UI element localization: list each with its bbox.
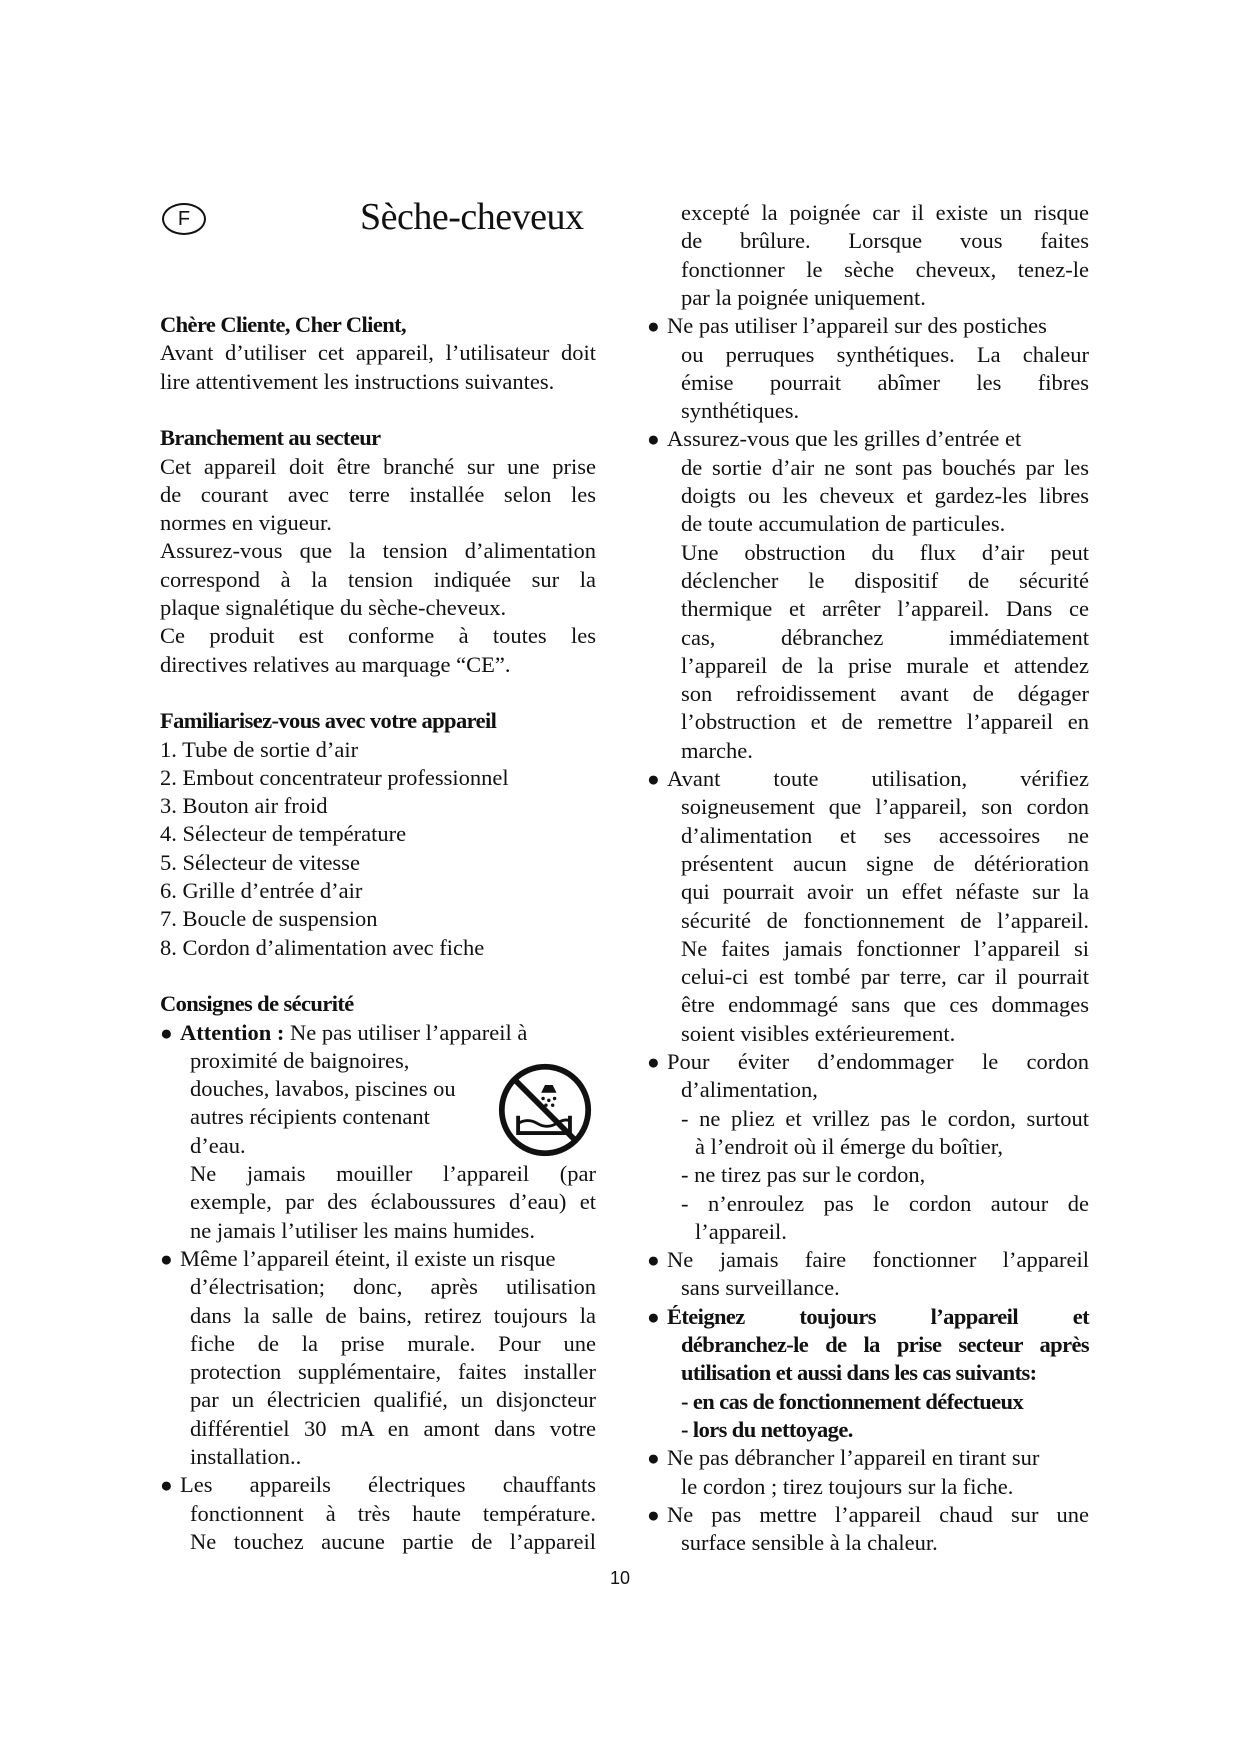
page-title: Sèche-cheveux (360, 196, 584, 238)
text-line (190, 1075, 480, 1103)
line-text: l’obstruction et de remettre l’appareil en (681, 709, 1089, 735)
text-line (681, 397, 1089, 425)
text-line (190, 1273, 596, 1301)
text-line (681, 341, 1089, 369)
text-line (681, 1416, 1089, 1444)
text-line (190, 1415, 596, 1443)
text-line (681, 1020, 1089, 1048)
line-text: présentent aucun signe de détérioration (681, 850, 1089, 876)
text-line (681, 624, 1089, 652)
line-text: - ne pliez et vrillez pas le cordon, surtout (681, 1105, 1089, 1131)
line-text: par la poignée uniquement. (681, 284, 926, 310)
text-line (160, 934, 596, 962)
text-line (190, 1528, 596, 1556)
text-line (681, 199, 1089, 227)
line-text: cas, débranchez immédiatement (681, 624, 1089, 650)
text-line (160, 481, 596, 509)
line-text: - ne tirez pas sur le cordon, (681, 1162, 926, 1188)
text-line (681, 256, 1089, 284)
line-text: 4. Sélecteur de température (160, 821, 407, 847)
text-line (160, 424, 596, 452)
line-text: directives relatives au marquage “CE”. (160, 651, 511, 677)
line-text: l’appareil. (695, 1218, 787, 1244)
bullet-icon: ● (647, 1248, 660, 1273)
text-line (681, 1473, 1089, 1501)
page-number: 10 (610, 1568, 631, 1588)
line-text: Branchement au secteur (160, 425, 381, 451)
text-line (681, 963, 1089, 991)
line-text: excepté la poignée car il existe un risque (681, 200, 1089, 225)
line-text: de courant avec terre installée selon les (160, 481, 596, 507)
line-text: ne jamais l’utiliser les mains humides. (190, 1217, 535, 1243)
text-line (160, 877, 596, 905)
text-line (160, 368, 596, 396)
text-line (681, 369, 1089, 397)
text-line (647, 1246, 1089, 1274)
text-line (160, 905, 596, 933)
text-line (681, 595, 1089, 623)
line-text: de toute accumulation de particules. (681, 511, 1006, 537)
line-text: protection supplémentaire, faites installer (190, 1359, 596, 1385)
line-text: surface sensible à la chaleur. (681, 1530, 938, 1556)
text-line (160, 764, 596, 792)
line-text: différentiel 30 mA en amont dans votre (190, 1415, 596, 1441)
text-line (647, 765, 1089, 793)
text-line (190, 1500, 596, 1528)
line-text: Ne pas mettre l’appareil chaud sur une (667, 1501, 1089, 1527)
line-text: d’alimentation et ses accessoires ne (681, 822, 1089, 848)
text-line (190, 1047, 480, 1075)
text-line (681, 850, 1089, 878)
text-line (681, 227, 1089, 255)
text-line (190, 1188, 596, 1216)
line-text: d’électrisation; donc, après utilisation (190, 1274, 596, 1300)
text-line (160, 707, 596, 735)
line-text: dans la salle de bains, retirez toujours la (190, 1302, 596, 1328)
line-text: thermique et arrêter l’appareil. Dans ce (681, 596, 1089, 622)
text-line (160, 311, 596, 339)
text-line (160, 792, 596, 820)
line-text: synthétiques. (681, 398, 800, 424)
text-line (681, 878, 1089, 906)
text-line (681, 482, 1089, 510)
text-line (190, 1443, 596, 1471)
line-text: Une obstruction du flux d’air peut (681, 539, 1089, 565)
line-text: de sortie d’air ne sont pas bouchés par les (681, 454, 1089, 480)
line-text: qui pourrait avoir un effet néfaste sur la (681, 879, 1089, 905)
text-line (681, 510, 1089, 538)
line-text: sans surveillance. (681, 1275, 840, 1301)
line-text: déclencher le dispositif de sécurité (681, 567, 1089, 593)
line-text: douches, lavabos, piscines ou (190, 1076, 456, 1102)
line-text: Familiarisez-vous avec votre appareil (160, 708, 497, 734)
text-line (160, 594, 596, 622)
text-line (681, 1331, 1089, 1359)
line-text: son refroidissement avant de dégager (681, 681, 1089, 707)
text-line (695, 1133, 1089, 1161)
text-line (681, 1274, 1089, 1302)
line-text: le cordon ; tirez toujours sur la fiche. (681, 1473, 1014, 1499)
line-text: 8. Cordon d’alimentation avec fiche (160, 934, 485, 960)
text-line (681, 539, 1089, 567)
text-line (160, 622, 596, 650)
text-line (190, 1330, 596, 1358)
bullet-icon: ● (647, 314, 660, 339)
line-text: - en cas de fonctionnement défectueux (681, 1388, 1024, 1414)
line-text: marche. (681, 737, 753, 763)
warning-label: Attention : (180, 1019, 285, 1045)
text-line (681, 991, 1089, 1019)
text-line (681, 907, 1089, 935)
text-line (190, 1217, 596, 1245)
text-line (647, 425, 1089, 453)
text-line (681, 1076, 1089, 1104)
text-line (160, 651, 596, 679)
line-text: Éteignez toujours l’appareil et (667, 1303, 1089, 1329)
line-text: être endommagé sans que ces dommages (681, 992, 1089, 1018)
bullet-icon: ● (160, 1246, 173, 1271)
bullet-icon: ● (647, 767, 660, 791)
text-line (681, 1529, 1089, 1557)
text-line (190, 1386, 596, 1414)
text-line (160, 566, 596, 594)
line-text: Cet appareil doit être branché sur une prise (160, 453, 596, 479)
text-line (647, 312, 1089, 340)
line-text: plaque signalétique du sèche-cheveux. (160, 595, 507, 620)
text-line (160, 537, 596, 565)
text-line (681, 567, 1089, 595)
line-text: correspond à la tension indiquée sur la (160, 566, 596, 592)
text-line (160, 849, 596, 877)
text-line (681, 454, 1089, 482)
line-text: d’alimentation, (681, 1077, 818, 1103)
line-text: - n’enroulez pas le cordon autour de (681, 1190, 1089, 1216)
line-text: Ce produit est conforme à toutes les (160, 623, 596, 649)
line-text: 2. Embout concentrateur professionnel (160, 764, 509, 790)
text-line (681, 737, 1089, 765)
text-line (160, 679, 596, 707)
line-text: l’appareil de la prise murale et attendez (681, 652, 1089, 678)
text-line (647, 1303, 1089, 1331)
line-text: débranchez-le de la prise secteur après (681, 1332, 1089, 1357)
text-line (190, 1358, 596, 1386)
text-line (647, 1444, 1089, 1472)
line-text: de brûlure. Lorsque vous faites (681, 228, 1089, 254)
line-text: installation.. (190, 1444, 302, 1469)
bullet-icon: ● (160, 1473, 173, 1498)
no-water-bath-icon (497, 1062, 593, 1158)
text-line (160, 396, 596, 424)
line-text: Ne faites jamais fonctionner l’appareil si (681, 935, 1089, 961)
text-line (681, 680, 1089, 708)
text-line (681, 1388, 1089, 1416)
line-text: celui-ci est tombé par terre, car il pourrait (681, 964, 1089, 990)
line-text: fonctionner le sèche cheveux, tenez-le (681, 256, 1089, 282)
text-line (160, 453, 596, 481)
text-line (190, 1103, 480, 1131)
line-text: 3. Bouton air froid (160, 793, 328, 819)
line-text: sécurité de fonctionnement de l’appareil. (681, 907, 1089, 933)
line-text: fiche de la prise murale. Pour une (190, 1330, 596, 1356)
line-text: lire attentivement les instructions suivantes. (160, 368, 555, 394)
line-text: exemple, par des éclaboussures d’eau) et (190, 1189, 596, 1215)
line-text: utilisation et aussi dans les cas suivants: (681, 1360, 1037, 1386)
line-text: Ne pas utiliser l’appareil sur des postiches (667, 313, 1047, 339)
text-line (681, 708, 1089, 736)
line-text: émise pourrait abîmer les fibres (681, 369, 1089, 395)
bullet-icon: ● (647, 1304, 660, 1329)
text-line (190, 1302, 596, 1330)
text-line (190, 1160, 596, 1188)
line-text: Chère Cliente, Cher Client, (160, 312, 407, 337)
line-text: Ne pas débrancher l’appareil en tirant sur (667, 1445, 1040, 1471)
line-text: ou perruques synthétiques. La chaleur (681, 341, 1089, 367)
line-text: Ne touchez aucune partie de l’appareil (190, 1528, 596, 1554)
lang-badge: F (162, 203, 206, 235)
text-line (160, 509, 596, 537)
line-text: fonctionnent à très haute température. (190, 1500, 596, 1526)
bullet-icon: ● (160, 1020, 173, 1045)
text-line (681, 652, 1089, 680)
text-line (681, 1359, 1089, 1387)
text-line (695, 1218, 1089, 1246)
bullet-icon: ● (647, 427, 660, 452)
line-text: 1. Tube de sortie d’air (160, 736, 359, 762)
text-line (681, 793, 1089, 821)
line-text: Même l’appareil éteint, il existe un risque (180, 1245, 556, 1271)
line-text: Assurez-vous que les grilles d’entrée et (667, 426, 1022, 452)
text-line (160, 962, 596, 990)
line-text: Ne jamais faire fonctionner l’appareil (667, 1247, 1089, 1273)
text-line (160, 1245, 596, 1273)
line-text: Assurez-vous que la tension d’alimentation (160, 538, 596, 564)
text-line (681, 1105, 1089, 1133)
warning-text: Ne pas utiliser l’appareil à (289, 1019, 528, 1045)
line-text: Consignes de sécurité (160, 991, 354, 1017)
bullet-icon: ● (647, 1446, 660, 1471)
line-text: - lors du nettoyage. (681, 1416, 853, 1442)
line-text: autres récipients contenant (190, 1104, 430, 1130)
line-text: soient visibles extérieurement. (681, 1020, 956, 1046)
line-text: doigts ou les cheveux et gardez-les libres (681, 483, 1089, 508)
text-line (160, 1019, 596, 1047)
line-text: Les appareils électriques chauffants (180, 1472, 596, 1498)
bullet-icon: ● (647, 1050, 660, 1074)
text-line (681, 935, 1089, 963)
line-text: Avant toute utilisation, vérifiez (667, 766, 1089, 791)
text-line (647, 1501, 1089, 1529)
line-text: à l’endroit où il émerge du boîtier, (695, 1133, 1003, 1159)
line-text: 5. Sélecteur de vitesse (160, 849, 360, 875)
text-line (160, 990, 596, 1018)
text-line (160, 339, 596, 367)
text-line (681, 1190, 1089, 1218)
text-line (681, 284, 1089, 312)
line-text: d’eau. (190, 1132, 246, 1158)
text-line (160, 1471, 596, 1499)
line-text: Avant d’utiliser cet appareil, l’utilisateur doit (160, 340, 596, 366)
line-text: soigneusement que l’appareil, son cordon (681, 794, 1089, 820)
text-line (681, 822, 1089, 850)
line-text: 7. Boucle de suspension (160, 906, 378, 932)
text-line (160, 736, 596, 764)
line-text: Ne jamais mouiller l’appareil (par (190, 1161, 596, 1186)
line-text: par un électricien qualifié, un disjoncteur (190, 1387, 596, 1413)
text-line (160, 820, 596, 848)
line-text: proximité de baignoires, (190, 1047, 410, 1073)
bullet-icon: ● (647, 1502, 660, 1527)
text-line (681, 1161, 1089, 1189)
line-text: 6. Grille d’entrée d’air (160, 878, 363, 903)
line-text: Pour éviter d’endommager le cordon (667, 1049, 1089, 1074)
line-text: normes en vigueur. (160, 510, 332, 536)
text-line (647, 1048, 1089, 1076)
